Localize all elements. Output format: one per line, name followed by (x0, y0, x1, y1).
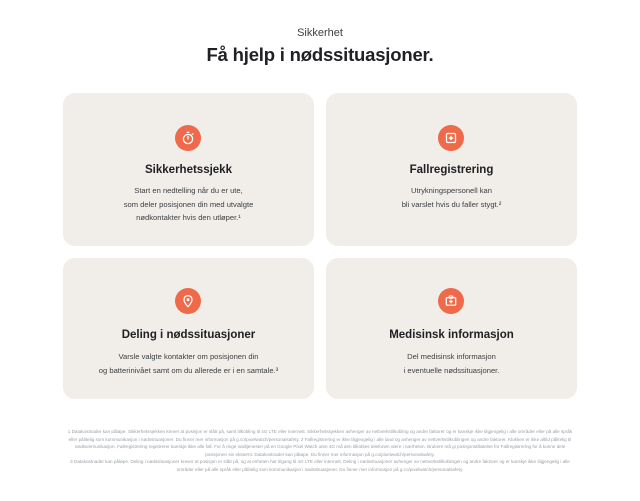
card-title: Fallregistrering (409, 164, 494, 176)
section-headline: Få hjelp i nødssituasjoner. (206, 44, 434, 65)
card-description: Varsle valgte kontakter om posisjonen din og batterinivået samt om du allerede er i en samtale.³ (98, 352, 279, 375)
footnote-text: 3 Datakostnader kan påløpe. Deling i nødssituasjoner krever at posisjon er slått på, og at enheten har tilgang til 4G LTE eller internett. Deling i nødssituasjoner avhenger av nettverkstilkoblingen og andre faktorer og er kanskje ikke tilgjengelig i alle områder eller på alle språk eller pålitelig som kommunikasjon i nødssituasjoner. Du finner mer informasjon på g.co/pixelwatch/personalsafety. (70, 459, 570, 472)
card-title: Medisinsk informasjon (389, 329, 514, 341)
feature-card-fall-detection (326, 93, 577, 246)
section-eyebrow: Sikkerhet (297, 27, 343, 39)
feature-card-safety-check (63, 93, 314, 246)
footnote-text: 1 Datakostnader kan påløpe. Sikkerhetssjekken krever at posisjon er slått på, samt tilkobling til 4G LTE eller internett. Sikkerhetssjekken avhenger av nettverkstilkobling og andre faktorer og er kanskje ikke tilgjengelig i alle områder eller på alle språk eller pålitelig som kommunikasjon i nødssituasjoner. Du finner mer informasjon på g.co/pixelwatch/personalsafety. 2 Fallregistrering er ikke tilgjengelig i alle land og avhenger av nettverkstilkoblingen og andre faktorer. Klokken er ikke alltid pålitelig til nødkommunikasjon. Fallregistrering registrerer kanskje ikke alle fall. For å ringe nødtjenester på en Google Pixel Watch uten 4G må den tilkobles telefonen være i nærheten. Brukere må gi posisjonstillatelse for Fallregistrering for å kunne dele posisjonen sin eksternt. Datakostnader kan påløpe. Du finner mer informasjon på g.co/pixelwatch/personalsafety. (67, 429, 573, 457)
stopwatch-icon (175, 125, 201, 151)
card-description: Utrykningspersonell kan bli varslet hvis du faller stygt.² (401, 186, 502, 209)
card-title: Deling i nødssituasjoner (121, 329, 256, 341)
card-description: Start en nedtelling når du er ute, som deler posisjonen din med utvalgte nødkontakter hvis den utløper.¹ (123, 186, 254, 222)
medical-kit-icon (438, 125, 464, 151)
feature-card-medical-info (326, 258, 577, 399)
medical-id-icon (438, 288, 464, 314)
location-pin-icon (175, 288, 201, 314)
card-title: Sikkerhetssjekk (145, 164, 232, 176)
feature-card-emergency-sharing (63, 258, 314, 399)
card-description: Del medisinsk informasjon i eventuelle nødssituasjoner. (403, 352, 500, 375)
legal-footnotes (66, 428, 574, 473)
